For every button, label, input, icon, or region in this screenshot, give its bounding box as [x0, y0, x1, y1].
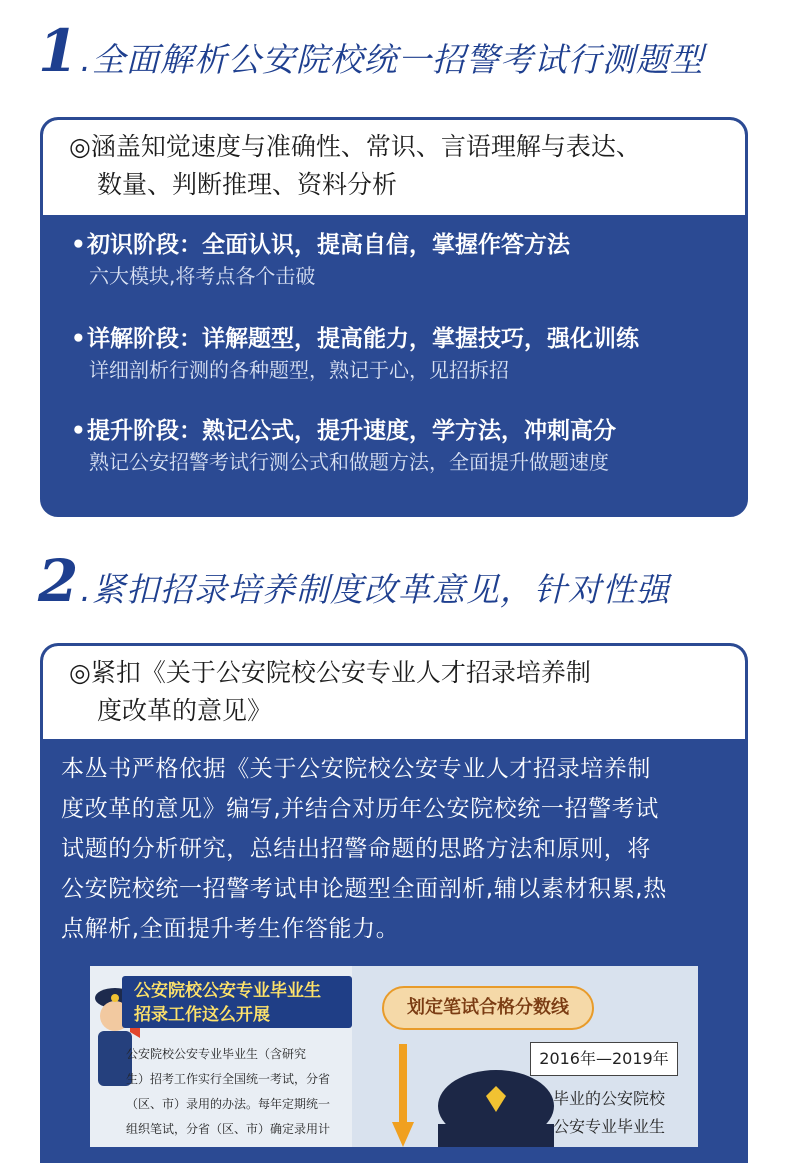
year-range-box: 2016年—2019年 — [530, 1042, 678, 1076]
stage-title: 初识阶段：全面认识，提高自信，掌握作答方法 — [87, 232, 570, 258]
section-1-title — [38, 17, 704, 85]
card-heading-line: 数量、判断推理、资料分析 — [97, 170, 398, 199]
stage-item — [43, 229, 745, 291]
paragraph-line: 本丛书严格依据《关于公安院校公安专业人才招录培养制 — [61, 756, 651, 782]
infographic-text-line: 公安院校公安专业毕业生（含研究 — [126, 1047, 307, 1061]
infographic-text-line: 组织笔试，分省（区、市）确定录用计 — [126, 1122, 331, 1136]
bullet-icon: • — [71, 232, 86, 258]
paragraph-line: 公安院校统一招警考试申论题型全面剖析,辅以素材积累,热 — [61, 876, 667, 902]
arrow-down-icon — [392, 1044, 414, 1147]
infographic-banner-right: 划定笔试合格分数线 — [382, 986, 594, 1030]
section-1-card-heading — [43, 120, 745, 215]
infographic-caption: 毕业的公安院校 — [552, 1089, 665, 1108]
paragraph-line: 点解析,全面提升考生作答能力。 — [61, 916, 400, 942]
card-heading-line: 度改革的意见》 — [97, 696, 273, 725]
section-2-heading: .紧扣招录培养制度改革意见，针对性强 — [80, 570, 670, 609]
banner-line: 公安院校公安专业毕业生 — [134, 981, 321, 1001]
section-1-card-body — [43, 215, 745, 477]
stage-title: 提升阶段：熟记公式，提升速度，学方法，冲刺高分 — [87, 418, 616, 444]
card-heading-line: ◎紧扣《关于公安院校公安专业人才招录培养制 — [69, 658, 591, 687]
banner-line: 招录工作这么开展 — [134, 1005, 270, 1025]
infographic-image — [90, 966, 698, 1147]
section-1-heading: .全面解析公安院校统一招警考试行测题型 — [80, 40, 704, 79]
infographic-text-line: （区、市）录用的办法。每年定期统一 — [126, 1097, 331, 1111]
stage-item — [43, 415, 745, 477]
infographic-banner-left — [122, 976, 352, 1028]
stage-description: 详细剖析行测的各种题型，熟记于心，见招拆招 — [89, 358, 509, 382]
section-1-number: 1 — [38, 17, 79, 85]
card-heading-line: ◎涵盖知觉速度与准确性、常识、言语理解与表达、 — [69, 132, 641, 161]
paragraph-line: 度改革的意见》编写,并结合对历年公安院校统一招警考试 — [61, 796, 659, 822]
infographic-caption: 公安专业毕业生 — [552, 1117, 665, 1136]
stage-description: 六大模块,将考点各个击破 — [89, 264, 316, 288]
stage-title: 详解阶段：详解题型，提高能力，掌握技巧，强化训练 — [87, 326, 639, 352]
stage-description: 熟记公安招警考试行测公式和做题方法，全面提升做题速度 — [89, 450, 609, 474]
stage-item — [43, 323, 745, 385]
infographic-text — [126, 1042, 350, 1142]
section-2-paragraph — [43, 739, 745, 949]
paragraph-line: 试题的分析研究，总结出招警命题的思路方法和原则，将 — [61, 836, 651, 862]
section-2-card-heading — [43, 646, 745, 739]
infographic-text-line: 生）招考工作实行全国统一考试，分省 — [126, 1072, 331, 1086]
section-2-number: 2 — [38, 547, 79, 615]
section-2-title — [38, 547, 670, 615]
bullet-icon: • — [71, 326, 86, 352]
bullet-icon: • — [71, 418, 86, 444]
section-1-card — [40, 117, 748, 517]
